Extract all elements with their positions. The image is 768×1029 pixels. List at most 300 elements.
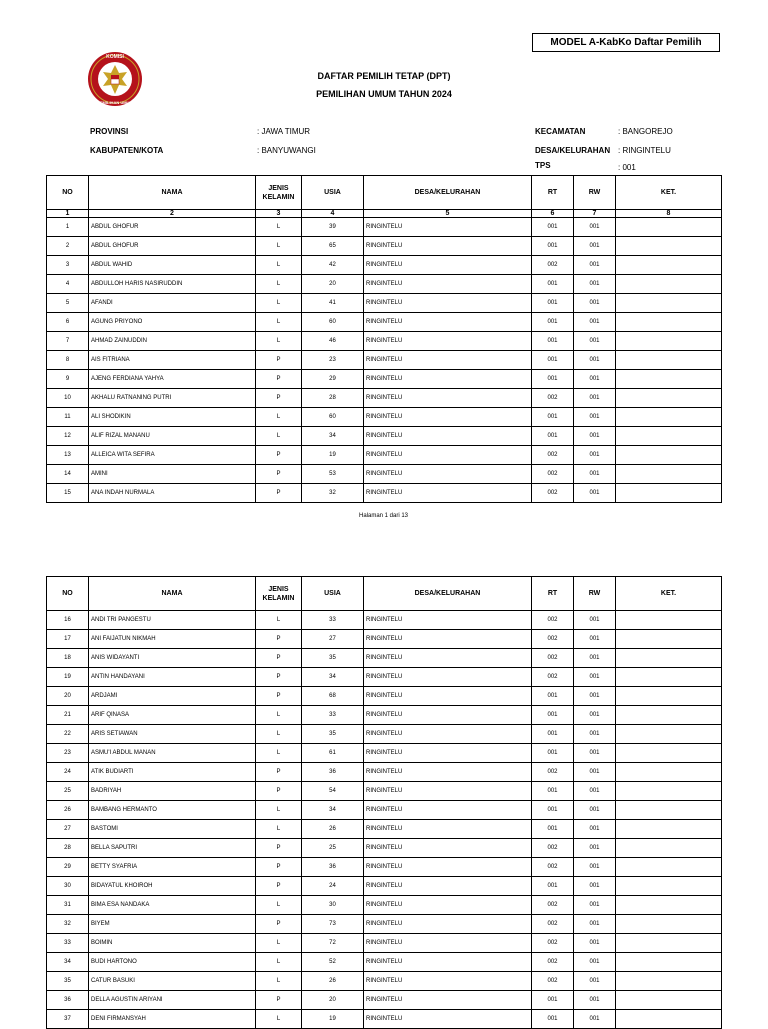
cell-desa: RINGINTELU	[364, 877, 532, 896]
cell-usia: 23	[302, 351, 364, 370]
index-cell: 1	[47, 210, 89, 218]
cell-no: 28	[47, 839, 89, 858]
cell-jenis-kelamin: L	[256, 1010, 302, 1029]
cell-usia: 60	[302, 408, 364, 427]
cell-rt: 001	[532, 408, 574, 427]
cell-nama: ANI FAIJATUN NIKMAH	[89, 630, 256, 649]
cell-jenis-kelamin: P	[256, 858, 302, 877]
cell-rw: 001	[574, 256, 616, 275]
cell-ket	[616, 953, 722, 972]
table-row	[47, 934, 722, 953]
kabupaten-label: KABUPATEN/KOTA	[90, 146, 164, 155]
cell-desa: RINGINTELU	[364, 275, 532, 294]
cell-desa: RINGINTELU	[364, 630, 532, 649]
cell-usia: 61	[302, 744, 364, 763]
cell-no: 31	[47, 896, 89, 915]
cell-ket	[616, 687, 722, 706]
provinsi-label: PROVINSI	[90, 127, 129, 136]
cell-usia: 36	[302, 858, 364, 877]
table-row	[47, 1010, 722, 1029]
cell-rw: 001	[574, 744, 616, 763]
cell-rt: 001	[532, 687, 574, 706]
cell-usia: 20	[302, 991, 364, 1010]
table-row	[47, 332, 722, 351]
cell-no: 10	[47, 389, 89, 408]
cell-nama: BETTY SYAFRIA	[89, 858, 256, 877]
cell-desa: RINGINTELU	[364, 389, 532, 408]
cell-rt: 001	[532, 275, 574, 294]
cell-nama: DENI FIRMANSYAH	[89, 1010, 256, 1029]
cell-rw: 001	[574, 630, 616, 649]
cell-ket	[616, 668, 722, 687]
tps-label: TPS	[535, 161, 551, 170]
table-row	[47, 446, 722, 465]
cell-desa: RINGINTELU	[364, 991, 532, 1010]
cell-desa: RINGINTELU	[364, 649, 532, 668]
cell-jenis-kelamin: L	[256, 972, 302, 991]
cell-no: 30	[47, 877, 89, 896]
cell-jenis-kelamin: L	[256, 820, 302, 839]
cell-no: 21	[47, 706, 89, 725]
table-row	[47, 877, 722, 896]
page-note: Halaman 1 dari 13	[358, 513, 409, 519]
cell-ket	[616, 972, 722, 991]
cell-no: 4	[47, 275, 89, 294]
cell-no: 37	[47, 1010, 89, 1029]
cell-rt: 002	[532, 953, 574, 972]
cell-desa: RINGINTELU	[364, 332, 532, 351]
cell-nama: ARIS SETIAWAN	[89, 725, 256, 744]
cell-rw: 001	[574, 370, 616, 389]
cell-rt: 002	[532, 611, 574, 630]
table-row	[47, 896, 722, 915]
cell-nama: AJENG FERDIANA YAHYA	[89, 370, 256, 389]
cell-usia: 33	[302, 706, 364, 725]
cell-nama: ABDUL WAHID	[89, 256, 256, 275]
cell-no: 33	[47, 934, 89, 953]
cell-no: 23	[47, 744, 89, 763]
cell-rw: 001	[574, 351, 616, 370]
cell-rt: 002	[532, 465, 574, 484]
desa-label: DESA/KELURAHAN	[535, 146, 611, 155]
cell-jenis-kelamin: L	[256, 313, 302, 332]
cell-rt: 001	[532, 801, 574, 820]
table-row	[47, 237, 722, 256]
cell-nama: BASTOMI	[89, 820, 256, 839]
cell-rt: 002	[532, 484, 574, 503]
cell-rw: 001	[574, 465, 616, 484]
cell-usia: 26	[302, 972, 364, 991]
cell-rw: 001	[574, 725, 616, 744]
column-index-row	[47, 210, 722, 218]
col-rt: RT	[532, 176, 574, 210]
voter-table-page-2	[46, 576, 722, 1029]
cell-desa: RINGINTELU	[364, 839, 532, 858]
cell-no: 16	[47, 611, 89, 630]
cell-desa: RINGINTELU	[364, 218, 532, 237]
cell-desa: RINGINTELU	[364, 934, 532, 953]
cell-ket	[616, 801, 722, 820]
cell-nama: AFANDI	[89, 294, 256, 313]
cell-nama: BUDI HARTONO	[89, 953, 256, 972]
cell-nama: BELLA SAPUTRI	[89, 839, 256, 858]
cell-rt: 001	[532, 877, 574, 896]
cell-usia: 28	[302, 389, 364, 408]
cell-rw: 001	[574, 763, 616, 782]
table-row	[47, 858, 722, 877]
cell-usia: 41	[302, 294, 364, 313]
cell-rw: 001	[574, 649, 616, 668]
cell-rw: 001	[574, 389, 616, 408]
col-no: NO	[47, 176, 89, 210]
cell-rw: 001	[574, 858, 616, 877]
cell-rt: 001	[532, 294, 574, 313]
cell-rw: 001	[574, 313, 616, 332]
cell-desa: RINGINTELU	[364, 820, 532, 839]
cell-desa: RINGINTELU	[364, 744, 532, 763]
cell-jenis-kelamin: L	[256, 953, 302, 972]
cell-rt: 001	[532, 218, 574, 237]
cell-jenis-kelamin: L	[256, 218, 302, 237]
cell-desa: RINGINTELU	[364, 427, 532, 446]
cell-nama: BOIMIN	[89, 934, 256, 953]
svg-text:KOMISI: KOMISI	[106, 54, 124, 60]
cell-nama: AGUNG PRIYONO	[89, 313, 256, 332]
col-usia: USIA	[302, 176, 364, 210]
cell-no: 1	[47, 218, 89, 237]
cell-ket	[616, 408, 722, 427]
cell-desa: RINGINTELU	[364, 782, 532, 801]
cell-no: 2	[47, 237, 89, 256]
cell-jenis-kelamin: P	[256, 446, 302, 465]
col-usia: USIA	[302, 577, 364, 611]
cell-rt: 001	[532, 313, 574, 332]
cell-rw: 001	[574, 896, 616, 915]
cell-desa: RINGINTELU	[364, 446, 532, 465]
cell-no: 13	[47, 446, 89, 465]
cell-ket	[616, 370, 722, 389]
cell-usia: 34	[302, 427, 364, 446]
table-row	[47, 782, 722, 801]
cell-rw: 001	[574, 427, 616, 446]
cell-nama: ARDJAMI	[89, 687, 256, 706]
table-row	[47, 351, 722, 370]
cell-usia: 32	[302, 484, 364, 503]
cell-usia: 35	[302, 725, 364, 744]
cell-ket	[616, 332, 722, 351]
cell-rt: 001	[532, 237, 574, 256]
cell-jenis-kelamin: L	[256, 427, 302, 446]
table-row	[47, 294, 722, 313]
cell-nama: ANA INDAH NURMALA	[89, 484, 256, 503]
index-cell: 5	[364, 210, 532, 218]
col-jenis-kelamin: JENIS KELAMIN	[256, 176, 302, 210]
cell-rt: 002	[532, 972, 574, 991]
col-rt: RT	[532, 577, 574, 611]
cell-no: 34	[47, 953, 89, 972]
cell-ket	[616, 649, 722, 668]
cell-rw: 001	[574, 275, 616, 294]
cell-jenis-kelamin: L	[256, 294, 302, 313]
cell-ket	[616, 465, 722, 484]
cell-jenis-kelamin: L	[256, 706, 302, 725]
cell-nama: BAMBANG HERMANTO	[89, 801, 256, 820]
cell-ket	[616, 611, 722, 630]
cell-rt: 001	[532, 427, 574, 446]
cell-rw: 001	[574, 332, 616, 351]
cell-jenis-kelamin: P	[256, 991, 302, 1010]
cell-jenis-kelamin: P	[256, 687, 302, 706]
cell-ket	[616, 877, 722, 896]
cell-usia: 20	[302, 275, 364, 294]
cell-ket	[616, 446, 722, 465]
cell-rw: 001	[574, 687, 616, 706]
cell-rt: 001	[532, 991, 574, 1010]
cell-desa: RINGINTELU	[364, 313, 532, 332]
cell-no: 9	[47, 370, 89, 389]
table-row	[47, 218, 722, 237]
cell-desa: RINGINTELU	[364, 763, 532, 782]
cell-no: 26	[47, 801, 89, 820]
cell-rt: 002	[532, 763, 574, 782]
cell-no: 27	[47, 820, 89, 839]
cell-usia: 33	[302, 611, 364, 630]
cell-nama: ABDUL GHOFUR	[89, 218, 256, 237]
table-row	[47, 687, 722, 706]
cell-desa: RINGINTELU	[364, 408, 532, 427]
cell-desa: RINGINTELU	[364, 465, 532, 484]
cell-rt: 002	[532, 896, 574, 915]
col-nama: NAMA	[89, 577, 256, 611]
cell-desa: RINGINTELU	[364, 351, 532, 370]
cell-desa: RINGINTELU	[364, 972, 532, 991]
table-row	[47, 370, 722, 389]
table-row	[47, 972, 722, 991]
document-subtitle: PEMILIHAN UMUM TAHUN 2024	[316, 89, 452, 99]
col-ket: KET.	[616, 176, 722, 210]
cell-nama: ANTIN HANDAYANI	[89, 668, 256, 687]
cell-desa: RINGINTELU	[364, 706, 532, 725]
desa-value: : RINGINTELU	[618, 146, 671, 155]
table-row	[47, 915, 722, 934]
cell-rt: 001	[532, 782, 574, 801]
cell-nama: ANDI TRI PANGESTU	[89, 611, 256, 630]
table-row	[47, 953, 722, 972]
cell-usia: 36	[302, 763, 364, 782]
cell-desa: RINGINTELU	[364, 1010, 532, 1029]
table-row	[47, 630, 722, 649]
kecamatan-value: : BANGOREJO	[618, 127, 673, 136]
cell-rw: 001	[574, 408, 616, 427]
table-row	[47, 649, 722, 668]
cell-nama: ALLEICA WITA SEFIRA	[89, 446, 256, 465]
cell-rt: 001	[532, 706, 574, 725]
cell-ket	[616, 896, 722, 915]
cell-usia: 19	[302, 1010, 364, 1029]
cell-rw: 001	[574, 877, 616, 896]
cell-rw: 001	[574, 446, 616, 465]
cell-usia: 46	[302, 332, 364, 351]
cell-ket	[616, 294, 722, 313]
cell-ket	[616, 351, 722, 370]
index-cell: 3	[256, 210, 302, 218]
cell-rw: 001	[574, 1010, 616, 1029]
cell-no: 12	[47, 427, 89, 446]
cell-usia: 34	[302, 668, 364, 687]
cell-usia: 34	[302, 801, 364, 820]
cell-jenis-kelamin: L	[256, 611, 302, 630]
cell-no: 24	[47, 763, 89, 782]
cell-rw: 001	[574, 218, 616, 237]
cell-rw: 001	[574, 820, 616, 839]
cell-rt: 001	[532, 820, 574, 839]
cell-desa: RINGINTELU	[364, 896, 532, 915]
cell-desa: RINGINTELU	[364, 256, 532, 275]
col-jenis-kelamin: JENIS KELAMIN	[256, 577, 302, 611]
cell-usia: 53	[302, 465, 364, 484]
cell-desa: RINGINTELU	[364, 611, 532, 630]
cell-ket	[616, 915, 722, 934]
cell-ket	[616, 763, 722, 782]
col-ket: KET.	[616, 577, 722, 611]
cell-usia: 73	[302, 915, 364, 934]
table-row	[47, 725, 722, 744]
kecamatan-label: KECAMATAN	[535, 127, 586, 136]
cell-ket	[616, 313, 722, 332]
cell-nama: AIS FITRIANA	[89, 351, 256, 370]
tps-value: : 001	[618, 163, 636, 172]
cell-ket	[616, 991, 722, 1010]
cell-no: 36	[47, 991, 89, 1010]
document-title: DAFTAR PEMILIH TETAP (DPT)	[317, 71, 451, 81]
cell-rw: 001	[574, 294, 616, 313]
cell-ket	[616, 744, 722, 763]
cell-jenis-kelamin: L	[256, 934, 302, 953]
cell-usia: 42	[302, 256, 364, 275]
cell-usia: 26	[302, 820, 364, 839]
table-row	[47, 408, 722, 427]
cell-rw: 001	[574, 484, 616, 503]
cell-ket	[616, 858, 722, 877]
cell-jenis-kelamin: L	[256, 275, 302, 294]
cell-usia: 35	[302, 649, 364, 668]
table-row	[47, 801, 722, 820]
cell-desa: RINGINTELU	[364, 915, 532, 934]
cell-jenis-kelamin: L	[256, 332, 302, 351]
cell-ket	[616, 725, 722, 744]
model-label: MODEL A-KabKo Daftar Pemilih	[532, 33, 720, 52]
cell-rw: 001	[574, 706, 616, 725]
cell-rw: 001	[574, 839, 616, 858]
col-desa: DESA/KELURAHAN	[364, 577, 532, 611]
cell-nama: ABDULLOH HARIS NASIRUDDIN	[89, 275, 256, 294]
kabupaten-value: : BANYUWANGI	[257, 146, 316, 155]
cell-ket	[616, 706, 722, 725]
cell-jenis-kelamin: P	[256, 839, 302, 858]
cell-jenis-kelamin: L	[256, 896, 302, 915]
cell-no: 5	[47, 294, 89, 313]
cell-no: 17	[47, 630, 89, 649]
cell-usia: 27	[302, 630, 364, 649]
table-row	[47, 313, 722, 332]
cell-rt: 001	[532, 332, 574, 351]
cell-ket	[616, 218, 722, 237]
cell-ket	[616, 1010, 722, 1029]
voter-table-page-1	[46, 175, 722, 503]
col-no: NO	[47, 577, 89, 611]
cell-no: 19	[47, 668, 89, 687]
cell-usia: 30	[302, 896, 364, 915]
cell-no: 8	[47, 351, 89, 370]
cell-desa: RINGINTELU	[364, 668, 532, 687]
svg-text:PEMILIHAN UMUM: PEMILIHAN UMUM	[97, 100, 133, 105]
cell-no: 14	[47, 465, 89, 484]
table-row	[47, 389, 722, 408]
cell-ket	[616, 782, 722, 801]
cell-rt: 001	[532, 351, 574, 370]
cell-usia: 52	[302, 953, 364, 972]
table-row	[47, 668, 722, 687]
kpu-logo-icon	[86, 48, 144, 112]
cell-jenis-kelamin: P	[256, 649, 302, 668]
cell-jenis-kelamin: P	[256, 915, 302, 934]
cell-rt: 002	[532, 649, 574, 668]
cell-jenis-kelamin: P	[256, 763, 302, 782]
cell-no: 3	[47, 256, 89, 275]
cell-desa: RINGINTELU	[364, 484, 532, 503]
cell-ket	[616, 389, 722, 408]
cell-rw: 001	[574, 953, 616, 972]
cell-nama: DELLA AGUSTIN ARIYANI	[89, 991, 256, 1010]
cell-ket	[616, 256, 722, 275]
cell-nama: ALI SHODIKIN	[89, 408, 256, 427]
cell-usia: 19	[302, 446, 364, 465]
cell-usia: 39	[302, 218, 364, 237]
cell-no: 29	[47, 858, 89, 877]
cell-nama: ABDUL GHOFUR	[89, 237, 256, 256]
table-row	[47, 744, 722, 763]
cell-desa: RINGINTELU	[364, 294, 532, 313]
cell-usia: 72	[302, 934, 364, 953]
cell-rw: 001	[574, 668, 616, 687]
cell-desa: RINGINTELU	[364, 953, 532, 972]
cell-nama: BIMA ESA NANDAKA	[89, 896, 256, 915]
cell-ket	[616, 484, 722, 503]
cell-nama: AMINI	[89, 465, 256, 484]
cell-nama: ARIF QINASA	[89, 706, 256, 725]
cell-nama: ALIF RIZAL MANANU	[89, 427, 256, 446]
cell-nama: AHMAD ZAINUDDIN	[89, 332, 256, 351]
cell-ket	[616, 427, 722, 446]
cell-rt: 002	[532, 839, 574, 858]
cell-no: 35	[47, 972, 89, 991]
cell-no: 25	[47, 782, 89, 801]
cell-ket	[616, 839, 722, 858]
index-cell: 2	[89, 210, 256, 218]
cell-desa: RINGINTELU	[364, 237, 532, 256]
table-row	[47, 256, 722, 275]
cell-jenis-kelamin: L	[256, 256, 302, 275]
cell-usia: 24	[302, 877, 364, 896]
col-nama: NAMA	[89, 176, 256, 210]
cell-rw: 001	[574, 991, 616, 1010]
index-cell: 7	[574, 210, 616, 218]
cell-jenis-kelamin: L	[256, 725, 302, 744]
index-cell: 8	[616, 210, 722, 218]
cell-no: 7	[47, 332, 89, 351]
cell-no: 6	[47, 313, 89, 332]
cell-nama: BADRIYAH	[89, 782, 256, 801]
